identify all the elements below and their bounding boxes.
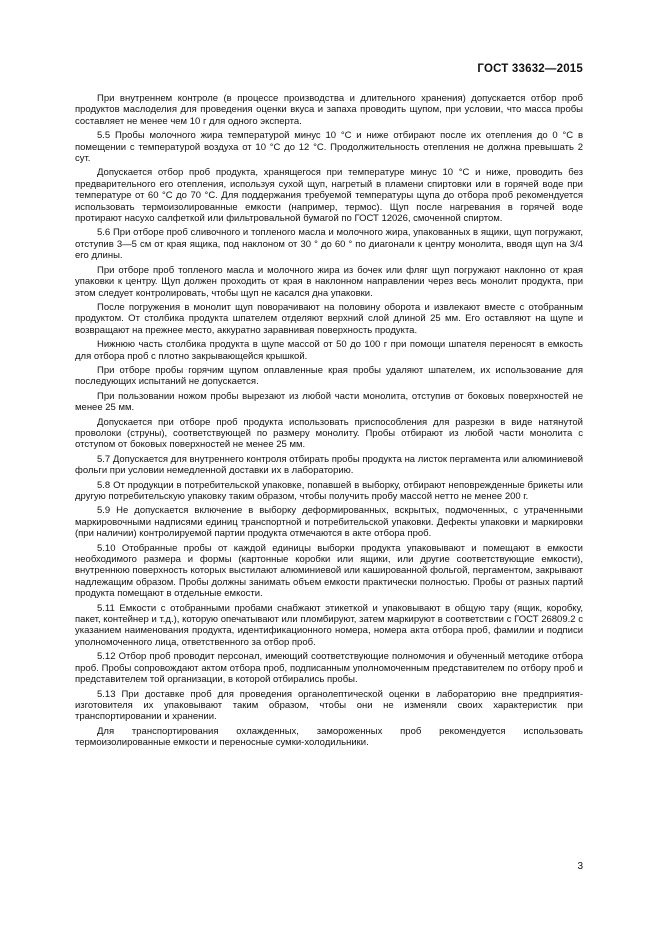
paragraph: При отборе пробы горячим щупом оплавленные края пробы удаляют шпателем, их использование для последующих испытаний не допускается. <box>75 364 583 388</box>
paragraph: При пользовании ножом пробы вырезают из любой части монолита, отступив от боковых поверхностей не менее 25 мм. <box>75 390 583 414</box>
paragraph: 5.8 От продукции в потребительской упаковке, попавшей в выборку, отбирают неповрежденные брикеты или другую потребительскую упаковку таким образом, чтобы получить пробу массой нетто не менее 200 г. <box>75 479 583 502</box>
paragraph: Допускается при отборе проб продукта использовать приспособления для разрезки в виде натянутой проволоки (струны), соответствующей по размеру монолиту. Пробы отбирают из любой части монолита с отступом от боковых поверхностей не менее 25 мм. <box>75 416 583 451</box>
paragraph: 5.11 Емкости с отобранными пробами снабжают этикеткой и упаковывают в общую тару (ящик, коробку, пакет, контейнер и т.д.), которую опечатывают или пломбируют, затем маркируют в соответствии с ГОСТ 26809.2 с указанием наименования продукта, идентификационного номера, номера акта отбора проб, фамилии и подписи уполномоченного лица, ответственного за отбор проб. <box>75 602 583 648</box>
paragraph: 5.13 При доставке проб для проведения органолептической оценки в лабораторию вне предприятия-изготовителя их упаковывают таким образом, чтобы они не изменяли своих характеристик при транспортировании и хранении. <box>75 688 583 723</box>
page-number: 3 <box>577 861 583 872</box>
paragraph: 5.6 При отборе проб сливочного и топленого масла и молочного жира, упакованных в ящики, щуп погружают, отступив 3—5 см от края ящика, под наклоном от 30 ° до 60 ° по диагонали к центру монолита, вводя щуп на 3/4 его длины. <box>75 227 583 262</box>
paragraph: 5.12 Отбор проб проводит персонал, имеющий соответствующие полномочия и обученный методике отбора проб. Пробы сопровождают актом отбора проб, подписанным уполномоченным представителем по отбору проб и представителем той организации, в которой отбирались пробы. <box>75 651 583 686</box>
paragraph: Для транспортирования охлажденных, замороженных проб рекомендуется использовать термоизолированные емкости и переносные сумки-холодильники. <box>75 725 583 749</box>
paragraph: 5.5 Пробы молочного жира температурой минус 10 °С и ниже отбирают после их отепления до 0 °С в помещении с температурой воздуха от 10 °С до 12 °С. Продолжительность отепления не должна превышать 2 сут. <box>75 130 583 165</box>
paragraph: 5.7 Допускается для внутреннего контроля отбирать пробы продукта на листок пергамента или алюминиевой фольги при условии немедленной доставки их в лабораторию. <box>75 453 583 477</box>
paragraph: При отборе проб топленого масла и молочного жира из бочек или фляг щуп погружают наклонно от края упаковки к центру. Щуп должен проходить от края в наклонном направлении через весь монолит продукта, при этом следует контролировать, чтобы щуп не касался дна упаковки. <box>75 264 583 299</box>
document-code-header: ГОСТ 33632—2015 <box>477 63 583 75</box>
paragraph: Нижнюю часть столбика продукта в щупе массой от 50 до 100 г при помощи шпателя переносят в емкость для отбора проб с плотно закрывающейся крышкой. <box>75 339 583 362</box>
paragraph: Допускается отбор проб продукта, хранящегося при температуре минус 10 °С и ниже, проводить без предварительного его отепления, используя сухой щуп, нагретый в пламени спиртовки или в горячей воде при температуре от 60 °С до 70 °С. Для поддержания требуемой температуры щупа до отбора проб рекомендуется использовать термоизолированные емкости (например, термос). Щуп после нагревания в горячей воде протирают насухо салфеткой или фильтровальной бумагой по ГОСТ 12026, смоченной спиртом. <box>75 167 583 225</box>
paragraph: 5.9 Не допускается включение в выборку деформированных, вскрытых, подмоченных, с утраченными маркировочными надписями единиц транспортной и потребительской упаковки. Дефекты упаковки и маркировки (при наличии) контролируемой партии продукта отмечаются в акте отбора проб. <box>75 505 583 540</box>
document-body <box>75 93 583 752</box>
paragraph: При внутреннем контроле (в процессе производства и длительного хранения) допускается отбор проб продуктов маслоделия для проведения оценки вкуса и запаха проводить щупом, при условии, что масса пробы составляет не менее чем 10 г для одного эксперта. <box>75 93 583 127</box>
paragraph: После погружения в монолит щуп поворачивают на половину оборота и извлекают вместе с отобранным продуктом. От столбика продукта шпателем отделяют верхний слой длиной 25 мм. Его оставляют на щупе и возвращают на прежнее место, аккуратно заравнивая поверхность продукта. <box>75 301 583 336</box>
paragraph: 5.10 Отобранные пробы от каждой единицы выборки продукта упаковывают и помещают в емкости необходимого размера и формы (картонные коробки или ящики, или другие соответствующие емкости), внутреннюю поверхность которых выстилают алюминиевой или кашированной фольгой, пергаментом, закрывают надлежащим образом. Пробы должны занимать объем емкости практически полностью. Пробы от разных партий продукта помещают в отдельные емкости. <box>75 542 583 600</box>
